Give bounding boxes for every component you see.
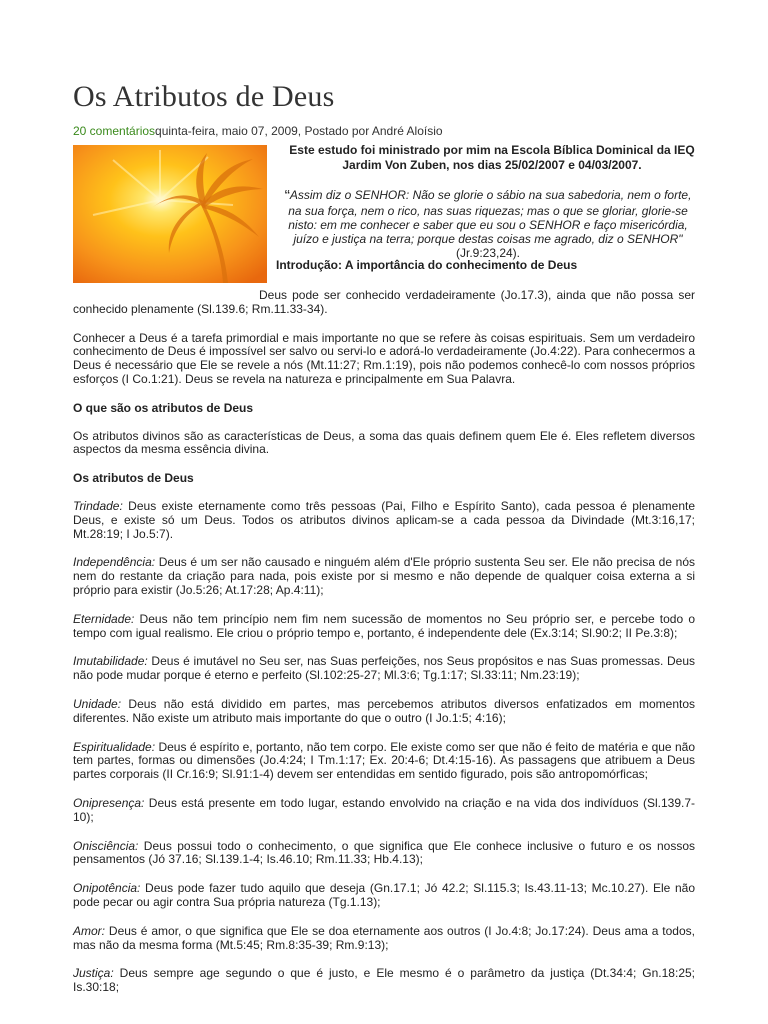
attribute-item: Onipresença: Deus está presente em todo lugar, estando envolvido na criação e na vida dos indivíduos (Sl.139.7-10);: [73, 795, 695, 824]
paragraph-knowing-god-importance: Conhecer a Deus é a tarefa primordial e mais importante no que se refere às coisas espirituais. Sem um verdadeiro conhecimento de Deus é impossível ser salvo ou servi-lo e adorá-lo verdadeiramente (Jo.4:22). Para conhecermos a Deus é necessário que Ele se revele a nós (Mt.11:27; Rm.1:19), pois não podemos conhecê-lo com nossos próprios esforços (I Co.1:21). Deus se revela na natureza e principalmente em Sua Palavra.: [73, 330, 695, 386]
post-date-author: quinta-feira, maio 07, 2009, Postado por André Aloísio: [155, 124, 443, 138]
attribute-item: Unidade: Deus não está dividido em partes, mas percebemos atributos diversos enfatizados em momentos diferentes. Não existe um atributo mais importante do que o outro (I Jo.1:5; 4:16);: [73, 696, 695, 725]
paragraph-attributes-definition: Os atributos divinos são as características de Deus, a soma das quais definem quem Ele é. Eles refletem diversos aspectos da mesma essência divina.: [73, 428, 695, 457]
page-title: Os Atributos de Deus: [73, 80, 335, 113]
paragraph-knowing-god: Deus pode ser conhecido verdadeiramente (Jo.17.3), ainda que não possa ser conhecido plenamente (Sl.139.6; Rm.11.33-34).: [73, 288, 695, 316]
bible-quote: [282, 188, 694, 260]
intro-heading: Introdução: A importância do conhecimento de Deus: [276, 258, 578, 272]
quote-text: Assim diz o SENHOR: Não se glorie o sábio na sua sabedoria, nem o forte, na sua força, nem o rico, nas suas riquezas; mas o que se gloriar, glorie-se nisto: em me conhecer e saber que eu sou o SENHOR e faço misericórdia, juízo e justiça na terra; porque destas coisas me agrado, diz o SENHOR": [288, 188, 692, 246]
attribute-item: Onisciência: Deus possui todo o conhecimento, o que significa que Ele conhece inclusive o futuro e os nossos pensamentos (Jó 37.16; Sl.139.1-4; Is.46.10; Rm.11.33; Hb.4.13);: [73, 838, 695, 867]
attribute-item: Imutabilidade: Deus é imutável no Seu ser, nas Suas perfeições, nos Seus propósitos e nas Suas promessas. Deus não pode mudar porque é eterno e perfeito (Sl.102:25-27; Ml.3:6; Tg.1:17; Sl.33:11; Nm.23:19);: [73, 654, 695, 683]
attribute-item: Justiça: Deus sempre age segundo o que é justo, e Ele mesmo é o parâmetro da justiça (Dt.34:4; Gn.18:25; Is.30:18;: [73, 966, 695, 995]
quote-mark: “: [284, 188, 290, 205]
heading-what-are-attributes: O que são os atributos de Deus: [73, 400, 254, 415]
attribute-item: Onipotência: Deus pode fazer tudo aquilo que deseja (Gn.17.1; Jó 42.2; Sl.115.3; Is.43.11-13; Mc.10.27). Ele não pode pecar ou agir contra Sua própria natureza (Tg.1.13);: [73, 881, 695, 909]
quote-reference: (Jr.9:23,24).: [455, 246, 521, 260]
attribute-item: Eternidade: Deus não tem princípio nem fim nem sucessão de momentos no Seu próprio ser, e percebe todo o tempo com igual realismo. Ele criou o próprio tempo e, portanto, é independente dele (Ex.3:14; Sl.90:2; II Pe.3:8);: [73, 611, 695, 640]
attribute-item: Amor: Deus é amor, o que significa que Ele se doa eternamente aos outros (I Jo.4:8; Jo.17:24). Deus ama a todos, mas não da mesma forma (Mt.5:45; Rm.8:35-39; Rm.9:13);: [73, 923, 695, 952]
post-meta: [73, 124, 443, 138]
attribute-item: Espiritualidade: Deus é espírito e, portanto, não tem corpo. Ele existe como ser que não é feito de matéria e que não tem partes, formas ou dimensões (Jo.4:24; I Tm.1:17; Ex. 20:4-6; Dt.4:15-16). As passagens que atribuem a Deus partes corporais (II Cr.16:9; Sl.91:1-4) devem ser entendidas em sentido figurado, pois são antropomórficas;: [73, 739, 695, 782]
palm-tree-sun-image: [73, 145, 267, 283]
study-intro-note: Este estudo foi ministrado por mim na Escola Bíblica Dominical da IEQ Jardim Von Zuben, nos dias 25/02/2007 e 04/03/2007.: [289, 143, 695, 172]
attribute-item: Trindade: Deus existe eternamente como três pessoas (Pai, Filho e Espírito Santo), cada pessoa é plenamente Deus, e existe só um Deus. Todos os atributos divinos aplicam-se a cada pessoa da Divindade (Mt.3:16,17; Mt.28:19; I Jo.5:7).: [73, 498, 695, 541]
comments-link[interactable]: 20 comentários: [73, 124, 156, 138]
attribute-item: Independência: Deus é um ser não causado e ninguém além d'Ele próprio sustenta Seu ser. Ele não precisa de nós nem do restante da criação para nada, pois existe por si mesmo e não depende de qualquer coisa externa a si próprio para existir (Jo.5:26; At.17:28; Ap.4:11);: [73, 555, 695, 597]
heading-attributes-list: Os atributos de Deus: [73, 471, 194, 486]
article-body: [73, 289, 695, 1010]
